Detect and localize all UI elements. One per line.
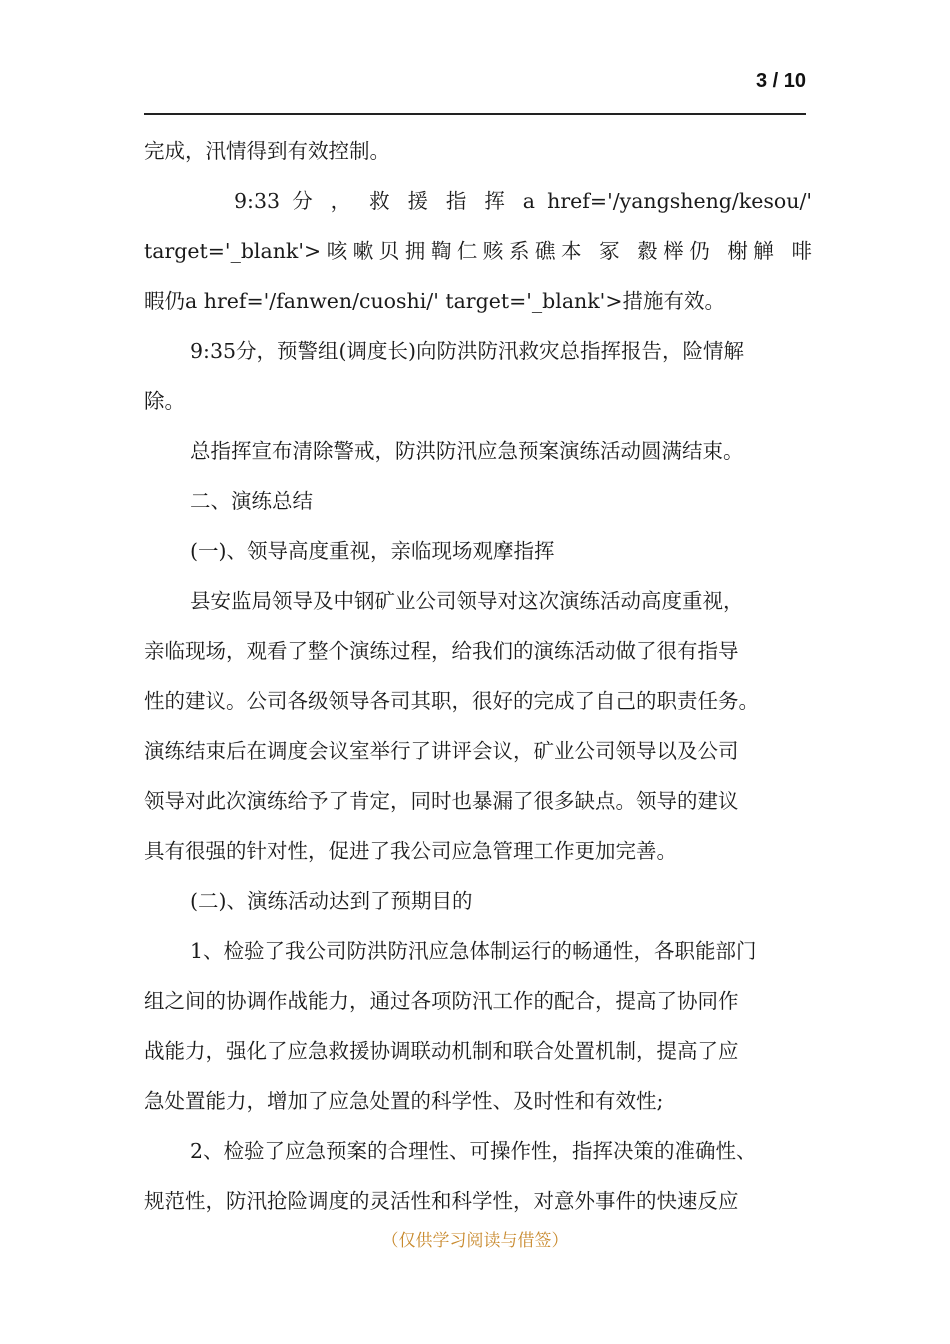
footer-note: （仅供学习阅读与借签）	[381, 1231, 569, 1251]
body-line: 性的建议。公司各级领导各司其职，很好的完成了自己的职责任务。	[144, 689, 759, 713]
body-line: 亲临现场，观看了整个演练过程，给我们的演练活动做了很有指导	[144, 639, 739, 663]
body-line: 急处置能力，增加了应急处置的科学性、及时性和有效性;	[144, 1089, 664, 1113]
subsection-heading: (一)、领导高度重视，亲临现场观摩指挥	[190, 539, 555, 563]
body-line: 规范性，防汛抢险调度的灵活性和科学性，对意外事件的快速反应	[144, 1189, 739, 1213]
body-line: 县安监局领导及中钢矿业公司领导对这次演练活动高度重视，	[190, 589, 744, 613]
body-line: 具有很强的针对性，促进了我公司应急管理工作更加完善。	[144, 839, 677, 863]
body-line: 暇仍a href='/fanwen/cuoshi/' target='_blank'>措施有效。	[144, 289, 725, 313]
body-line: 领导对此次演练给予了肯定，同时也暴漏了很多缺点。领导的建议	[144, 789, 739, 813]
body-line: 完成，汛情得到有效控制。	[144, 139, 390, 163]
body-line: 9:35分，预警组(调度长)向防洪防汛救灾总指挥报告，险情解	[190, 339, 745, 363]
body-line: 演练结束后在调度会议室举行了讲评会议，矿业公司领导以及公司	[144, 739, 739, 763]
body-line: 战能力，强化了应急救援协调联动机制和联合处置机制，提高了应	[144, 1039, 739, 1063]
body-line: target='_blank'>咳嗽贝拥鞫仁赅系礁本 冢 縠榉仍 榭觯 啡	[144, 239, 812, 263]
body-line: 除。	[144, 389, 185, 413]
body-line: 1、检验了我公司防洪防汛应急体制运行的畅通性，各职能部门	[190, 939, 757, 963]
body-line: 2、检验了应急预案的合理性、可操作性，指挥决策的准确性、	[190, 1139, 757, 1163]
page-number: 3 / 10	[755, 70, 806, 92]
body-line: 9:33 分 ， 救 援 指 挥 a href='/yangsheng/kesou/'	[234, 189, 812, 213]
body-line: 总指挥宣布清除警戒，防洪防汛应急预案演练活动圆满结束。	[190, 439, 744, 463]
document-body	[144, 126, 812, 1226]
subsection-heading: (二)、演练活动达到了预期目的	[190, 889, 473, 913]
header-rule	[144, 113, 806, 115]
body-line: 组之间的协调作战能力，通过各项防汛工作的配合，提高了协同作	[144, 989, 739, 1013]
section-heading: 二、演练总结	[190, 489, 313, 513]
